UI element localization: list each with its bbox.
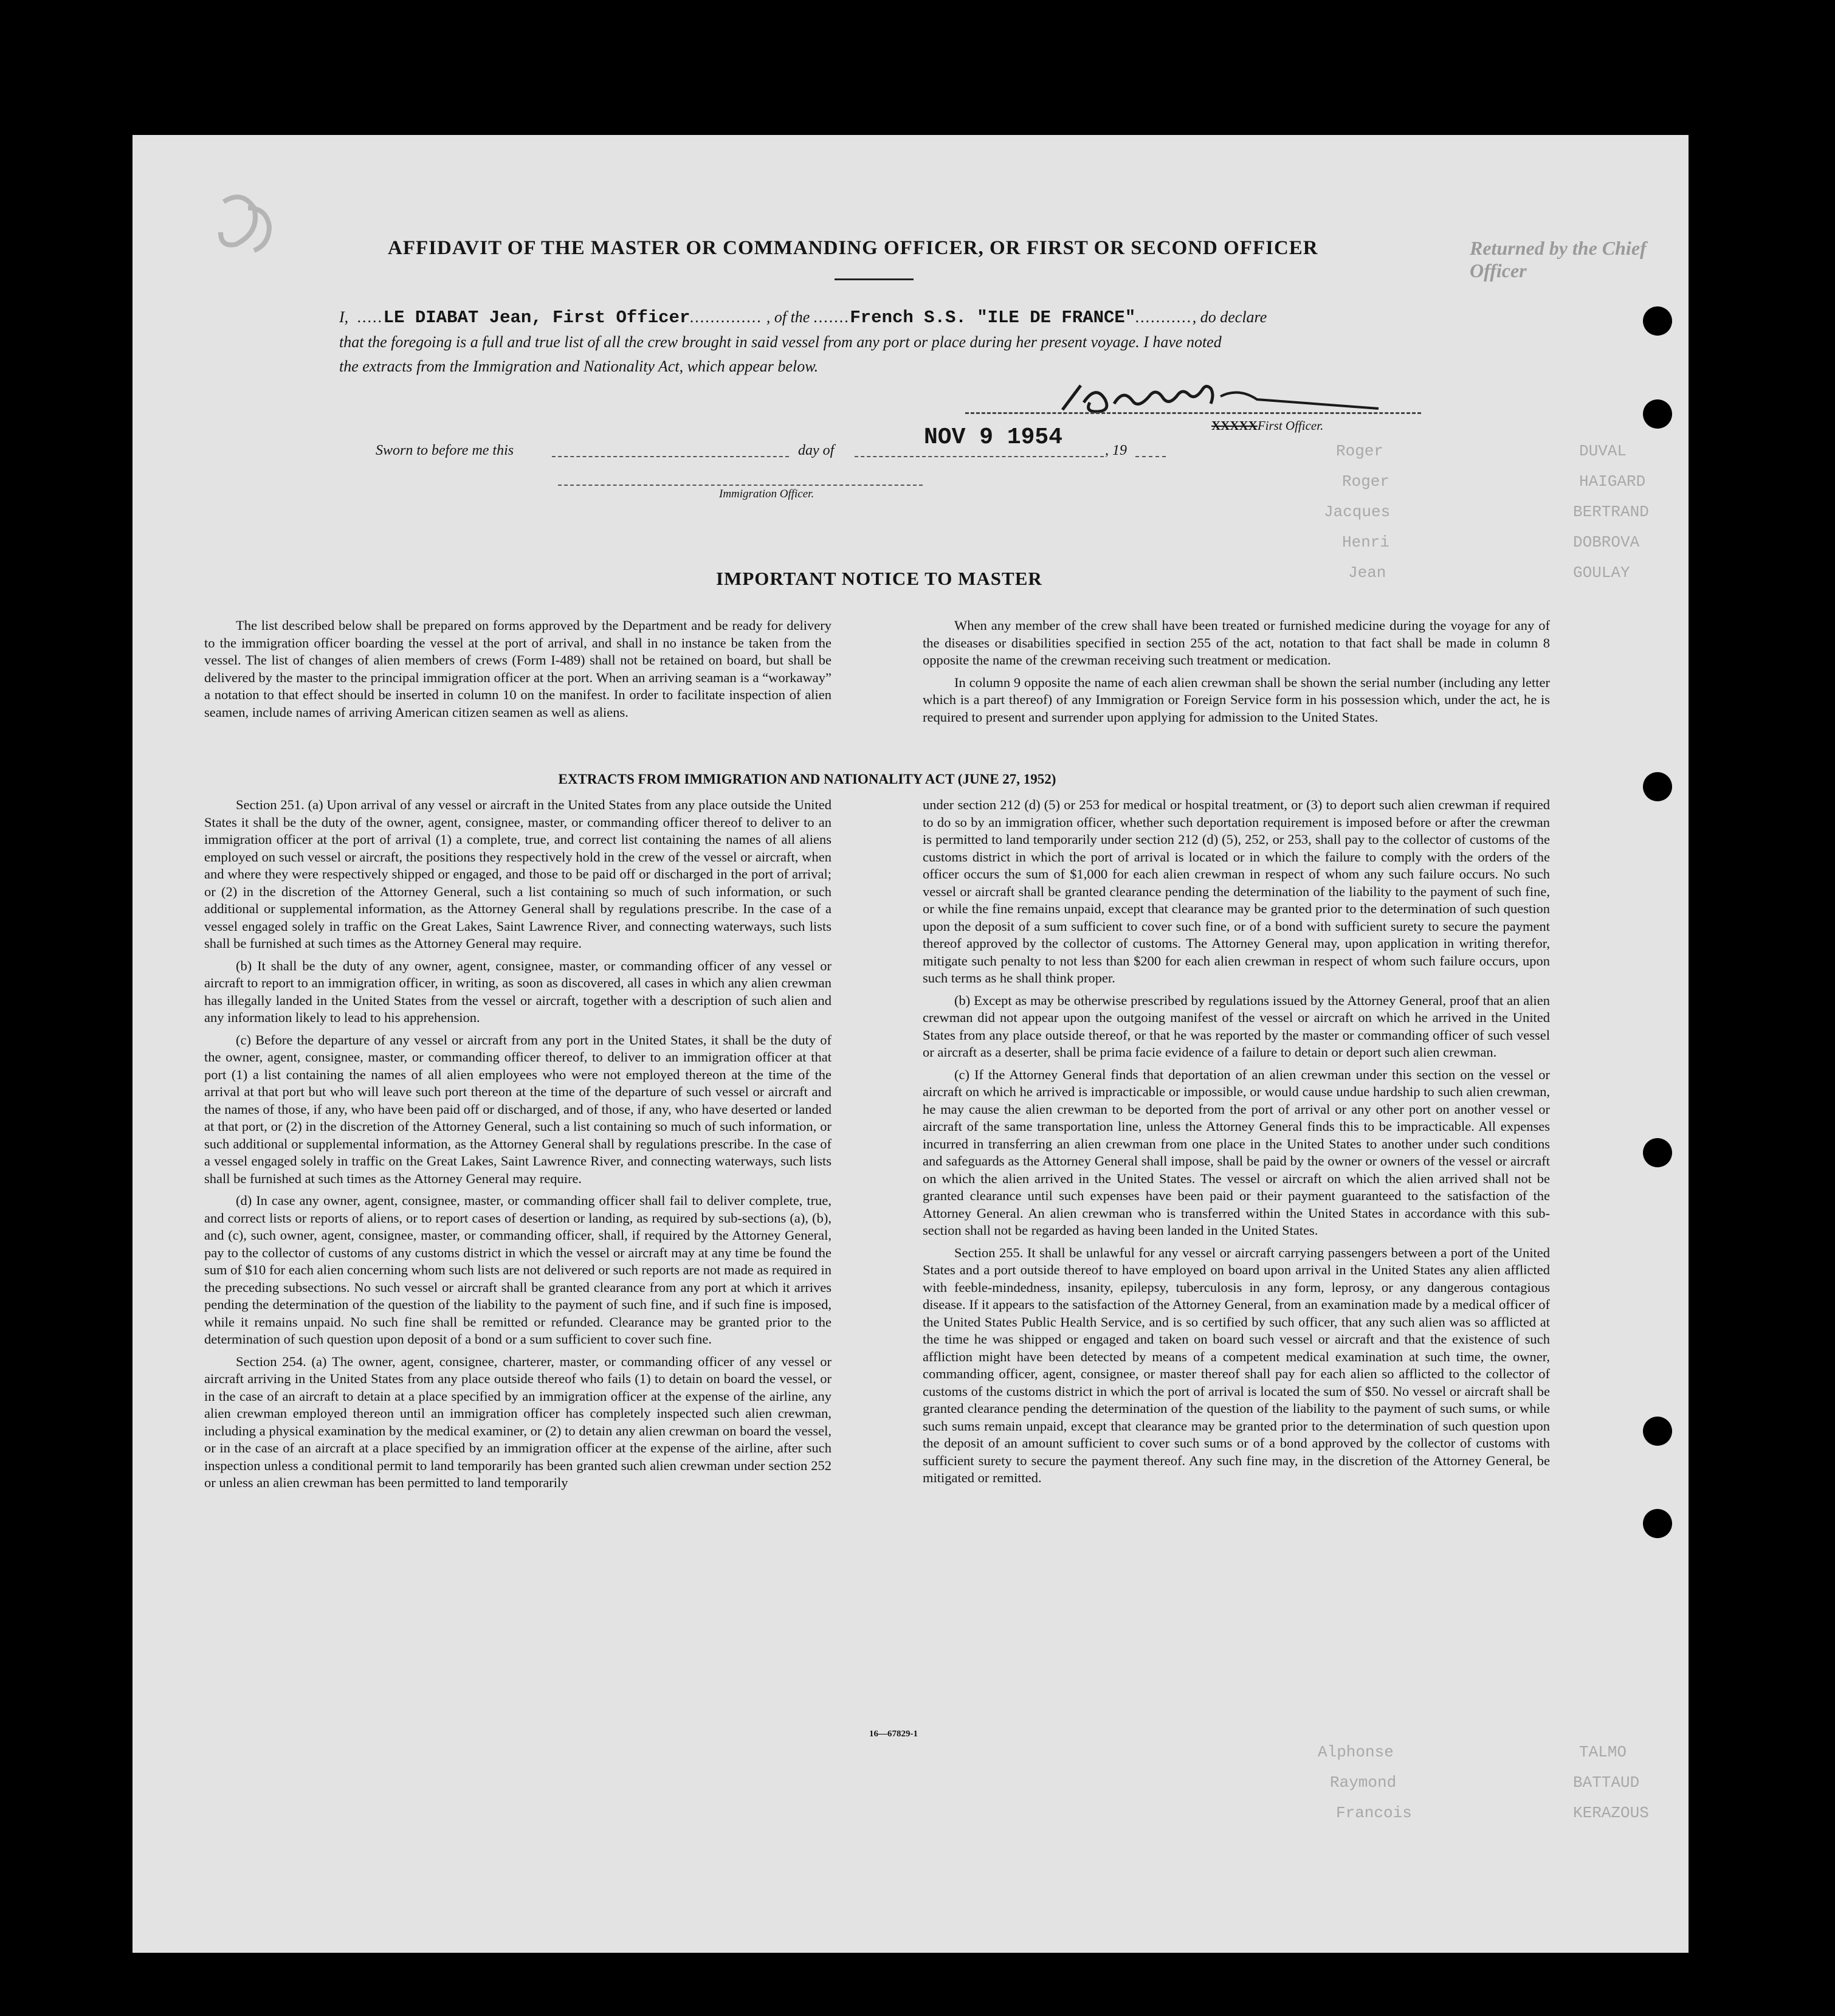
extracts-right-column xyxy=(923,796,1550,1492)
notice-left-paragraph: The list described below shall be prepared on forms approved by the Department and be ready for delivery to the immigration officer boarding the vessel at the port of arrival, and shall in no instance be taken from the vessel. The list of changes of alien members of crews (Form I-489) shall not be retained on board, but shall be delivered by the master to the principal immigration officer at the port. When an arriving seaman is a “workaway” a notation to that effect should be inserted in column 10 on the manifest. In order to facilitate inspection of alien seamen, include names of arriving American citizen seamen as well as aliens. xyxy=(204,618,831,720)
declaration-block xyxy=(339,305,1524,379)
officer-title-label xyxy=(1211,418,1323,433)
ghost-row xyxy=(1342,472,1389,491)
declarant-name: LE DIABAT Jean, First Officer xyxy=(383,308,690,328)
section-251-d: (d) In case any owner, agent, consignee, master, or commanding officer shall fail to deliver complete, true, and correct lists or reports of aliens, or to report cases of desertion or landing, as required by sub-sections (a), (b), and (c), such owner, agent, consignee, master, or commanding officer, shall, if required by the Attorney General, pay to the collector of customs of any customs district in which the vessel or aircraft may at any time be found the sum of $10 for each alien concerning whom such lists are not delivered or such reports are not made as required in the preceding subsections. No such vessel or aircraft shall be granted clearance from any port at which it arrives pending the determination of the question of the liability to the payment of such fine, and if such fine is imposed, while it remains unpaid. No such fine shall be remitted or refunded. Clearance may be granted prior to the determination of such question upon deposit of a bond or a sum sufficient to cover such fine. xyxy=(204,1193,831,1347)
officer-signature xyxy=(1056,378,1397,421)
punch-hole xyxy=(1643,1138,1672,1167)
section-251-b: (b) It shall be the duty of any owner, agent, consignee, master, or commanding officer of any vessel or aircraft to report to an immigration officer, in writing, as soon as discovered, all cases in which any alien crewman has illegally landed in the United States from the vessel or aircraft, together with a description of such alien and any information likely to lead to his apprehension. xyxy=(204,958,831,1025)
ghost-row xyxy=(1579,472,1645,491)
date-stamp: NOV 9 1954 xyxy=(924,424,1063,450)
extracts-title: EXTRACTS FROM IMMIGRATION AND NATIONALITY ACT (JUNE 27, 1952) xyxy=(558,772,1056,787)
ghost-row xyxy=(1330,1773,1396,1792)
ghost-row xyxy=(1318,1743,1394,1761)
section-251-c: (c) Before the departure of any vessel or aircraft from any port in the United States, it shall be the duty of the owner, agent, consignee, master, or commanding officer thereof, to deliver to an immigration officer at that port (1) a list containing the names of all alien employees who were not employed thereon at the time of the arrival at that port but who will leave such port thereon at the time of the departure of such vessel or aircraft and the names of those, if any, who have been paid off or discharged, and of those, if any, who have deserted or landed at that port, or (2) in the discretion of the Attorney General, such a list containing so much of such information, or such additional or supplemental information, as the Attorney General shall by regulations prescribe. In the case of a vessel engaged solely in traffic on the Great Lakes, Saint Lawrence River, and connecting waterways, such lists shall be furnished at such times as the Attorney General may require. xyxy=(204,1032,831,1186)
section-254-b: (b) Except as may be otherwise prescribed by regulations issued by the Attorney General, proof that an alien crewman did not appear upon the outgoing manifest of the vessel or aircraft on which he arrived in the United States from any place outside thereof, or that he was reported by the master or commanding officer of such vessel or aircraft as a deserter, shall be prima facie evidence of a failure to detain or deport such alien crewman. xyxy=(923,992,1550,1060)
notice-title: IMPORTANT NOTICE TO MASTER xyxy=(716,568,1042,589)
document-sheet xyxy=(133,135,1689,1953)
left-margin-stamp-mark xyxy=(212,190,278,263)
ghost-given: Jacques xyxy=(1324,503,1391,521)
ghost-given: Henri xyxy=(1342,533,1390,551)
sworn-year-line xyxy=(1135,456,1166,457)
section-254-c: (c) If the Attorney General finds that deportation of an alien crewman under this section on the vessel or aircraft on which he arrived is impracticable or impossible, or would cause undue hardship to such alien crewman, he may cause the alien crewman to be deported from the port of arrival or any other port on another vessel or aircraft of the same transportation line, unless the Attorney General finds this to be impracticable. All expenses incurred in transferring an alien crewman from one place in the United States to another under such conditions and safeguards as the Attorney General shall impose, shall be paid by the owner or owners of the vessel or aircraft on which the alien arrived in the United States. The vessel or aircraft on which the alien arrived shall not be granted clearance until such expenses have been paid or their payment guaranteed to the satisfaction of the Attorney General. An alien crewman who is transferred within the United States in accordance with this sub-section shall not be regarded as having been landed in the United States. xyxy=(923,1066,1550,1238)
declaration-line-2: the extracts from the Immigration and Nationality Act, which appear below. xyxy=(339,357,819,375)
ghost-row xyxy=(1336,1804,1412,1822)
ghost-row xyxy=(1573,1773,1639,1792)
ghost-given: Francois xyxy=(1336,1804,1412,1822)
ghost-row xyxy=(1579,442,1627,460)
punch-hole xyxy=(1643,772,1672,801)
ghost-row xyxy=(1348,564,1386,582)
section-254-a: Section 254. (a) The owner, agent, consignee, charterer, master, or commanding officer of any vessel or aircraft arriving in the United States from any place outside thereof who fails (1) to detain on board the vessel, or in the case of an aircraft to detain at a place specified by an immigration officer at the expense of the airline, any alien crewman employed thereon until an immigration officer has completely inspected such alien crewman, including a physical examination by the medical examiner, or (2) to detain any alien crewman on board the vessel, or in the case of an aircraft at a place specified by an immigration officer at the expense of the airline, after such inspection unless a conditional permit to land temporarily has been granted such alien crewman under section 252 or unless an alien crewman has been permitted to land temporarily xyxy=(204,1353,831,1490)
sworn-date-line xyxy=(855,456,1104,457)
declaration-first-line: I, .....LE DIABAT Jean, First Officer.............. , of the .......French S.S. "ILE DE FRANCE"..........., do declare xyxy=(339,308,1267,328)
punch-hole xyxy=(1643,1417,1672,1446)
section-255: Section 255. It shall be unlawful for any vessel or aircraft carrying passengers between a port of the United States and a port outside thereof to have employed on board upon arrival in the United States any alien afflicted with feeble-mindedness, insanity, epilepsy, tuberculosis in any form, leprosy, or any dangerous contagious disease. If it appears to the satisfaction of the Attorney General, from an examination made by a medical officer of the United States Public Health Service, and is so certified by such officer, that any such alien was so afflicted at the time he was shipped or engaged and taken on board such vessel or aircraft and that the existence of such affliction might have been detected by means of a competent medical examination at such time, the owner, commanding officer, agent, consignee, or master thereof shall pay for each alien so afflicted to the collector of customs of the customs district in which the port of arrival is located the sum of $50. No vessel or aircraft shall be granted clearance pending the determination of the question of the liability to the payment of such sums, or while such sums remain unpaid, except that clearance may be granted prior to the determination of such question upon the deposit of an amount sufficient to cover such sums or of a bond approved by the collector of customs with sufficient surety to secure the payment thereof. Any such fine may, in the discretion of the Attorney General, be mitigated or remitted. xyxy=(923,1244,1550,1485)
sworn-label: Sworn to before me this xyxy=(376,443,514,458)
ghost-surname: TALMO xyxy=(1579,1743,1627,1761)
sworn-name-line xyxy=(552,456,789,457)
ghost-row xyxy=(1573,564,1630,582)
first-officer-label: First Officer. xyxy=(1257,418,1324,433)
ghost-row xyxy=(1342,533,1389,551)
section-251-a: Section 251. (a) Upon arrival of any vessel or aircraft in the United States from any place outside the United States it shall be the duty of the owner, agent, consignee, master, or commanding officer thereof to deliver to an immigration officer at the port of arrival (1) a complete, true, and correct list containing the names of all aliens employed on such vessel or aircraft, the positions they respectively hold in the crew of the vessel or aircraft, when and where they were respectively shipped or engaged, and those to be paid off or discharged in the port of arrival; or (2) in the discretion of the Attorney General, such a list containing so much of such information, or such additional or supplemental information, as the Attorney General shall by regulations prescribe. In the case of a vessel engaged solely in traffic on the Great Lakes, Saint Lawrence River, and connecting waterways, such lists shall be furnished at such times as the Attorney General may require. xyxy=(204,797,831,951)
notice-right-paragraph-1: When any member of the crew shall have been treated or furnished medicine during the voyage for any of the diseases or disabilities specified in section 255 of the act, notation to that fact shall be made in column 8 opposite the name of the crewman receiving such treatment or medication. xyxy=(923,618,1550,668)
section-254-a-continued: under section 212 (d) (5) or 253 for medical or hospital treatment, or (3) to deport such alien crewman if required to do so by an immigration officer, whether such deportation requirement is imposed before or after the crewman is permitted to land temporarily under section 212 (d) (5), 252, or 253, shall pay to the collector of customs of the customs district in which the port of arrival is located or in which the failure to comply with the orders of the officer occurs the sum of $1,000 for each alien crewman in respect of whom any such failure occurs. No such vessel or aircraft shall be granted clearance pending the determination of the liability to the payment of such fine, or while the fine remains unpaid, except that clearance may be granted prior to the determination of such question upon the deposit of a sum sufficient to cover such fine, or of a bond with sufficient surety to secure the payment thereof approved by the collector of customs. The Attorney General may, upon application in writing therefor, mitigate such penalty to not less than $200 for each alien crewman in respect of whom such failure occurs, upon such terms as he shall think proper. xyxy=(923,797,1550,986)
form-code: 16—67829-1 xyxy=(869,1729,918,1739)
notice-right-column xyxy=(923,617,1550,731)
i-label: I, xyxy=(339,308,349,326)
ghost-row xyxy=(1579,1743,1627,1761)
ghost-surname: HAIGARD xyxy=(1579,472,1646,491)
ghost-surname: KERAZOUS xyxy=(1573,1804,1649,1822)
ghost-given: Jean xyxy=(1348,564,1386,582)
ghost-surname: BERTRAND xyxy=(1573,503,1649,521)
title-divider xyxy=(835,278,914,280)
day-of-label: day of xyxy=(798,443,835,458)
of-the-label: , of the xyxy=(766,308,810,326)
immigration-officer-label: Immigration Officer. xyxy=(719,488,814,500)
punch-hole xyxy=(1643,306,1672,336)
notice-left-column xyxy=(204,617,831,726)
ghost-row xyxy=(1573,1804,1649,1822)
bleed-through-header: Returned by the Chief Officer xyxy=(1470,237,1647,281)
ghost-row xyxy=(1573,503,1649,521)
ghost-surname: BATTAUD xyxy=(1573,1773,1640,1792)
ghost-given: Roger xyxy=(1342,472,1390,491)
ghost-surname: GOULAY xyxy=(1573,564,1630,582)
ghost-surname: DUVAL xyxy=(1579,442,1627,460)
notice-right-paragraph-2: In column 9 opposite the name of each alien crewman shall be shown the serial number (including any letter which is a part thereof) of any Immigration or Foreign Service form in his possession which, under the act, he is required to present and surrender upon applying for admission to the United States. xyxy=(923,674,1550,725)
vessel-name: French S.S. "ILE DE FRANCE" xyxy=(850,308,1136,328)
struck-master-label: XXXXX xyxy=(1211,418,1258,433)
ghost-row xyxy=(1324,503,1390,521)
signature-line xyxy=(965,412,1421,414)
ghost-row xyxy=(1336,442,1383,460)
ghost-row xyxy=(1573,533,1639,551)
ghost-surname: DOBROVA xyxy=(1573,533,1640,551)
punch-hole xyxy=(1643,1509,1672,1538)
immigration-officer-line xyxy=(558,485,923,486)
extracts-left-column xyxy=(204,796,831,1497)
ghost-given: Raymond xyxy=(1330,1773,1397,1792)
ghost-given: Roger xyxy=(1336,442,1384,460)
do-declare-label: , do declare xyxy=(1192,308,1267,326)
ghost-given: Alphonse xyxy=(1318,1743,1394,1761)
year-prefix: , 19 xyxy=(1105,443,1127,458)
affidavit-title: AFFIDAVIT OF THE MASTER OR COMMANDING OFFICER, OR FIRST OR SECOND OFFICER xyxy=(388,237,1318,259)
declaration-line-1: that the foregoing is a full and true list of all the crew brought in said vessel from any port or place during her present voyage. I have noted xyxy=(339,333,1222,351)
punch-hole xyxy=(1643,399,1672,429)
